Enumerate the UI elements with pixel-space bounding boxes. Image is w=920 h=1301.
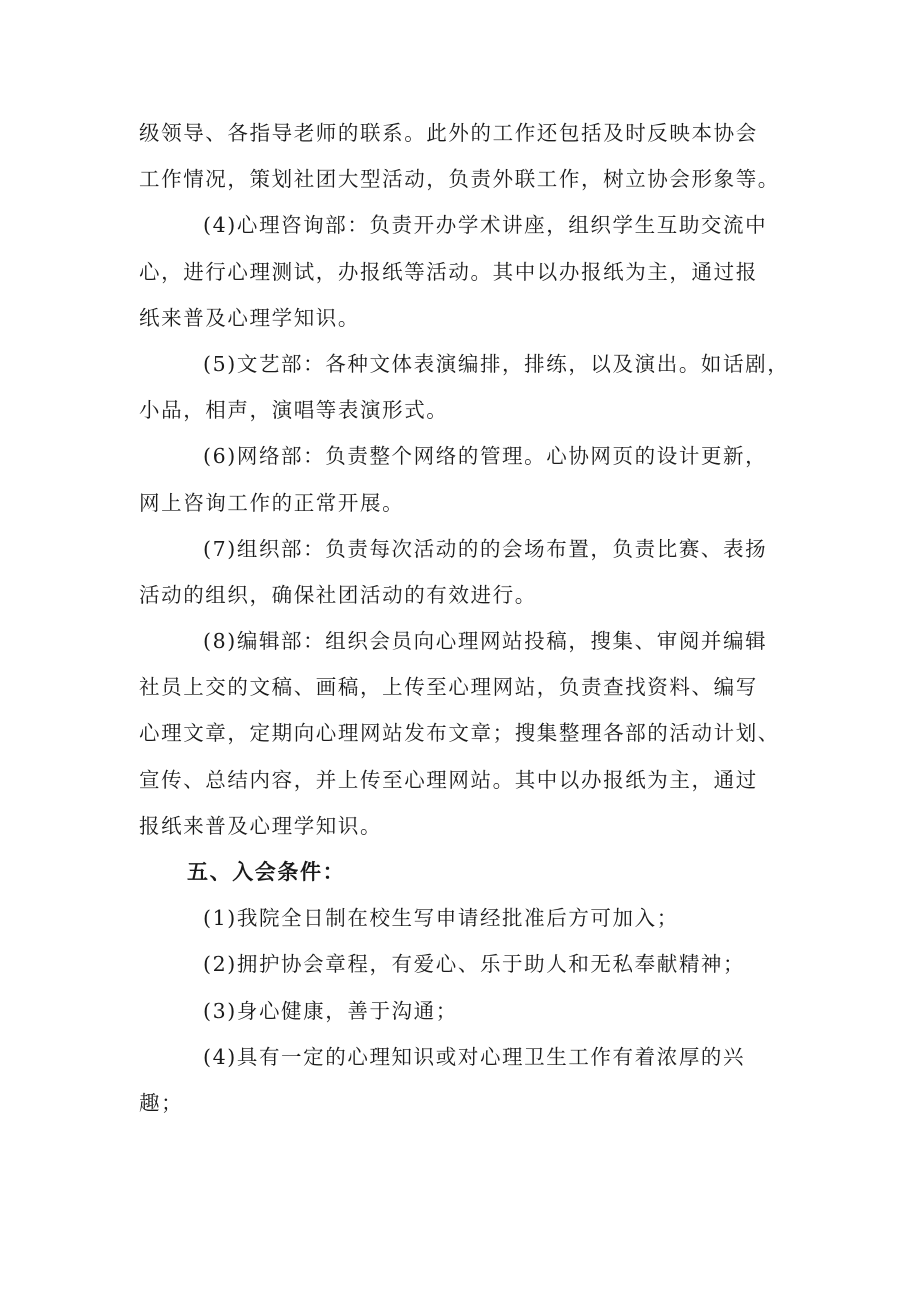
- condition-line: (3)身心健康，善于沟通；: [203, 998, 458, 1023]
- condition-line: 趣；: [139, 1090, 184, 1115]
- paragraph-line: 社员上交的文稿、画稿，上传至心理网站，负责查找资料、编写: [139, 675, 758, 700]
- condition-line: (2)拥护协会章程，有爱心、乐于助人和无私奉献精神；: [203, 952, 746, 977]
- paragraph-line: 小品，相声，演唱等表演形式。: [139, 398, 449, 423]
- paragraph-line: 报纸来普及心理学知识。: [139, 813, 383, 838]
- condition-line: (1)我院全日制在校生写申请经批准后方可加入；: [203, 906, 679, 931]
- paragraph-line: 宣传、总结内容，并上传至心理网站。其中以办报纸为主，通过: [139, 767, 758, 792]
- paragraph-line: 心，进行心理测试，办报纸等活动。其中以办报纸为主，通过报: [139, 259, 758, 284]
- paragraph-line: (8)编辑部：组织会员向心理网站投稿，搜集、审阅并编辑: [203, 629, 768, 654]
- document-body: [139, 110, 799, 1126]
- paragraph-line: (6)网络部：负责整个网络的管理。心协网页的设计更新，: [203, 444, 768, 469]
- paragraph-line: 活动的组织，确保社团活动的有效进行。: [139, 582, 537, 607]
- paragraph-line: (7)组织部：负责每次活动的的会场布置，负责比赛、表扬: [203, 536, 768, 561]
- paragraph-line: 工作情况，策划社团大型活动，负责外联工作，树立协会形象等。: [139, 167, 780, 192]
- condition-line: (4)具有一定的心理知识或对心理卫生工作有着浓厚的兴: [203, 1044, 746, 1069]
- section-heading: 五、入会条件：: [187, 860, 346, 884]
- paragraph-line: (5)文艺部：各种文体表演编排，排练，以及演出。如话剧，: [203, 351, 790, 376]
- paragraph-line: 心理文章，定期向心理网站发布文章；搜集整理各部的活动计划、: [139, 721, 780, 746]
- paragraph-line: (4)心理咨询部：负责开办学术讲座，组织学生互助交流中: [203, 213, 768, 238]
- paragraph-line: 纸来普及心理学知识。: [139, 305, 360, 330]
- paragraph-line: 级领导、各指导老师的联系。此外的工作还包括及时反映本协会: [139, 121, 758, 145]
- paragraph-line: 网上咨询工作的正常开展。: [139, 490, 405, 515]
